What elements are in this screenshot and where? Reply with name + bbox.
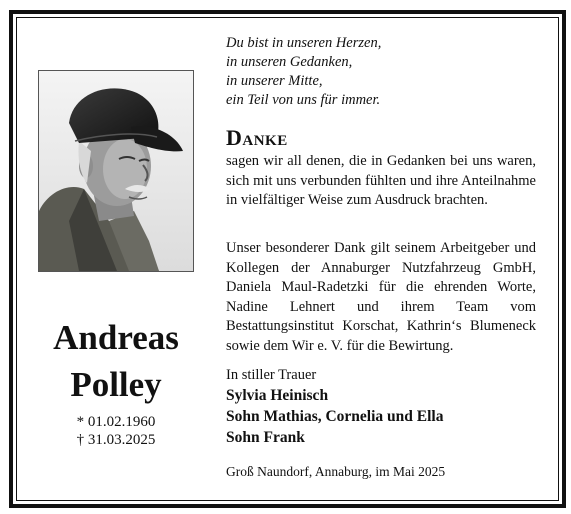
mourner-name: Sohn Mathias, Cornelia und Ella (226, 408, 444, 425)
portrait-image (39, 71, 193, 271)
heading-danke: Danke (226, 125, 288, 150)
poem-line: in unseren Gedanken, (226, 54, 353, 70)
place-and-date: Groß Naundorf, Annaburg, im Mai 2025 (226, 464, 446, 479)
special-thanks-paragraph: Unser besonderer Dank gilt seinem Arbeitgeber und Kollegen der Annaburger Nutzfahrzeug GmbH, Daniela Maul-Radetzki für die ehrenden Worte, Nadine Lehnert und ihrem Team vom Bestattungsinstitut Korschat, Kathrin‘s Blumeneck sowie dem Wir e. V. für die Bewirtung. (226, 240, 536, 354)
poem-line: ein Teil von uns für immer. (226, 92, 381, 108)
poem-line: Du bist in unseren Herzen, (226, 35, 382, 51)
mourner-name: Sylvia Heinisch (226, 387, 329, 404)
portrait-photo (38, 70, 194, 272)
thanks-paragraph: sagen wir all denen, die in Gedanken bei uns waren, sich mit uns verbunden fühlten und ihre Anteilnahme in vielfältiger Weise zum Ausdruck brachten. (226, 153, 536, 208)
deceased-first-name: Andreas (53, 318, 179, 357)
deceased-last-name: Polley (70, 365, 162, 404)
poem-line: in unserer Mitte, (226, 73, 323, 89)
mourning-label: In stiller Trauer (226, 367, 317, 383)
birth-date: * 01.02.1960 (76, 414, 156, 430)
poem (226, 34, 546, 110)
death-date: † 31.03.2025 (76, 432, 156, 448)
mourner-name: Sohn Frank (226, 429, 305, 446)
